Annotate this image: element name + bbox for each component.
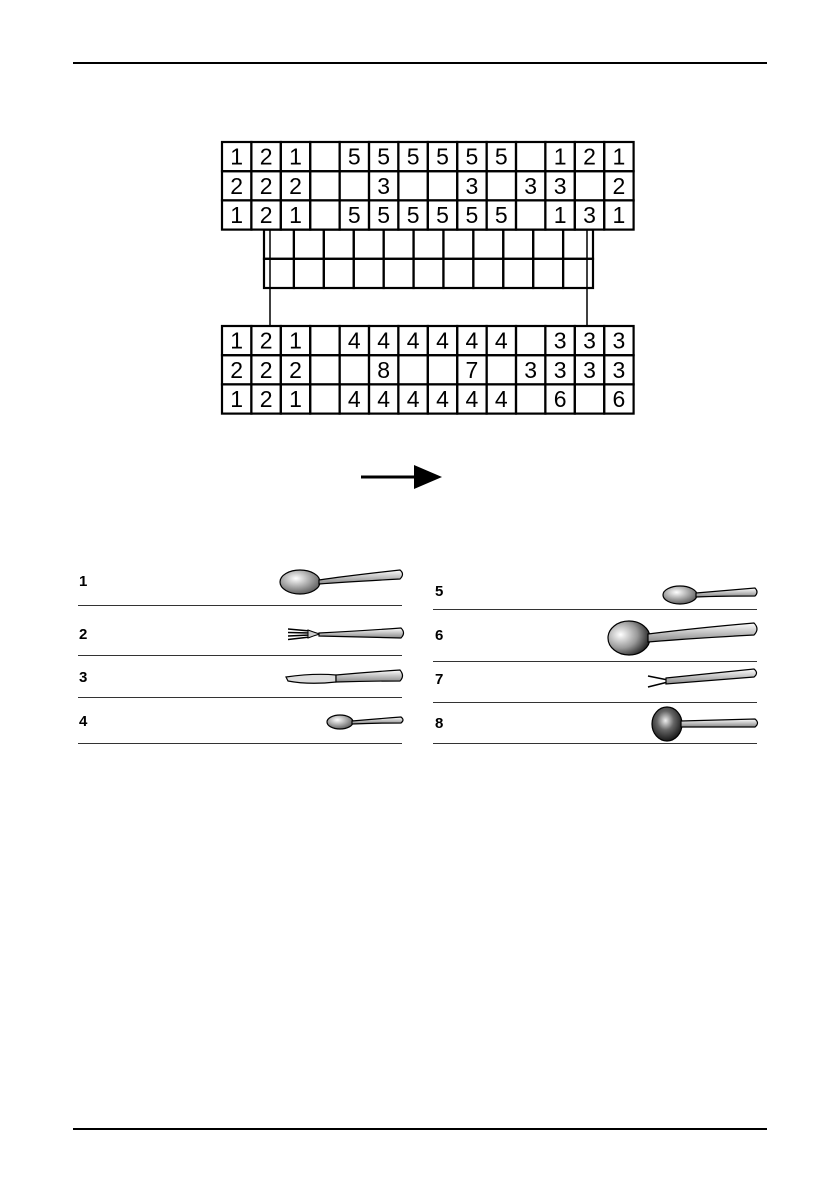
cutlery-position-number: 4 (436, 327, 449, 354)
cutlery-position-number: 1 (612, 143, 626, 170)
cutlery-position-number: 1 (230, 143, 244, 170)
cutlery-position-number: 2 (230, 172, 244, 199)
cutlery-position-number: 2 (259, 143, 273, 170)
grid-cell-empty (354, 230, 384, 259)
legend-number-8: 8 (435, 715, 444, 732)
grid-cell (516, 326, 545, 355)
cutlery-position-number: 5 (377, 143, 391, 170)
ladle-icon (649, 704, 761, 744)
cutlery-position-number: 2 (259, 172, 273, 199)
cutlery-position-number: 3 (612, 327, 626, 354)
legend-divider (78, 605, 402, 606)
cutlery-position-number: 4 (347, 327, 361, 354)
teaspoon-icon (325, 710, 406, 734)
serving-fork-icon (646, 666, 761, 692)
legend-divider (433, 661, 757, 662)
grid-cell (310, 200, 339, 229)
cutlery-position-number: 4 (494, 327, 508, 354)
cutlery-position-number: 4 (406, 386, 420, 412)
cutlery-position-number: 3 (553, 327, 567, 354)
footer-rule (73, 1128, 767, 1130)
grid-cell (310, 171, 339, 200)
dessert-spoon-icon (661, 582, 761, 608)
cutlery-position-number: 6 (612, 386, 626, 412)
cutlery-position-number: 4 (436, 386, 449, 412)
grid-cell (310, 142, 339, 171)
cutlery-position-number: 2 (289, 172, 302, 199)
cutlery-position-number: 1 (230, 386, 244, 412)
grid-cell-empty (563, 259, 593, 288)
cutlery-position-number: 3 (583, 327, 596, 354)
cutlery-position-number: 7 (465, 356, 479, 383)
cutlery-position-number: 5 (436, 202, 449, 228)
grid-cell-empty (384, 230, 414, 259)
grid-cell (310, 384, 339, 413)
legend-number-2: 2 (79, 626, 88, 643)
grid-cell (487, 171, 516, 200)
grid-cell (398, 355, 427, 384)
cutlery-position-number: 3 (612, 356, 626, 383)
basket-grid (222, 142, 634, 414)
cutlery-position-number: 5 (494, 202, 508, 228)
cutlery-position-number: 5 (347, 143, 361, 170)
cutlery-position-number: 5 (377, 202, 391, 228)
legend-number-7: 7 (435, 671, 444, 688)
cutlery-position-number: 5 (406, 143, 420, 170)
grid-cell-empty (414, 230, 444, 259)
cutlery-position-number: 3 (377, 172, 391, 199)
grid-cell-empty (533, 230, 563, 259)
grid-cell-empty (294, 259, 324, 288)
grid-cell (340, 355, 369, 384)
legend-number-3: 3 (79, 669, 88, 686)
grid-cell-empty (264, 230, 294, 259)
cutlery-position-number: 2 (583, 143, 596, 170)
grid-cell-empty (503, 259, 533, 288)
legend-number-6: 6 (435, 627, 444, 644)
grid-cell-empty (264, 259, 294, 288)
cutlery-position-number: 1 (553, 202, 567, 228)
cutlery-position-number: 1 (289, 202, 302, 228)
cutlery-position-number: 1 (230, 202, 244, 228)
grid-cell-empty (414, 259, 444, 288)
cutlery-position-number: 4 (465, 386, 479, 412)
grid-cell-empty (294, 230, 324, 259)
cutlery-position-number: 4 (406, 327, 420, 354)
cutlery-position-number: 5 (406, 202, 420, 228)
cutlery-loading-diagram (0, 0, 839, 520)
grid-cell-empty (324, 259, 354, 288)
cutlery-position-number: 5 (347, 202, 361, 228)
cutlery-position-number: 3 (553, 172, 567, 199)
grid-cell (516, 142, 545, 171)
grid-cell (310, 326, 339, 355)
cutlery-position-number: 1 (289, 143, 302, 170)
grid-cell (487, 355, 516, 384)
grid-cell-empty (533, 259, 563, 288)
legend-divider (433, 609, 757, 610)
cutlery-position-number: 2 (259, 327, 273, 354)
grid-cell (398, 171, 427, 200)
cutlery-position-number: 3 (465, 172, 479, 199)
arrow-right-icon (361, 465, 442, 489)
grid-cell-empty (354, 259, 384, 288)
fork-icon (288, 624, 406, 644)
grid-cell-empty (473, 259, 503, 288)
knife-icon (284, 667, 406, 689)
cutlery-position-number: 4 (377, 386, 391, 412)
legend-number-4: 4 (79, 713, 88, 730)
cutlery-position-number: 5 (436, 143, 449, 170)
legend-divider (78, 655, 402, 656)
cutlery-position-number: 5 (465, 143, 479, 170)
grid-cell-empty (384, 259, 414, 288)
cutlery-position-number: 1 (553, 143, 567, 170)
grid-cell (575, 384, 604, 413)
legend-divider (433, 702, 757, 703)
cutlery-position-number: 5 (465, 202, 479, 228)
cutlery-position-number: 1 (289, 327, 302, 354)
grid-cell-empty (503, 230, 533, 259)
grid-cell-empty (563, 230, 593, 259)
serving-spoon-icon (606, 616, 761, 658)
cutlery-position-number: 4 (347, 386, 361, 412)
cutlery-position-number: 5 (494, 143, 508, 170)
cutlery-position-number: 4 (465, 327, 479, 354)
cutlery-position-number: 8 (377, 356, 391, 383)
legend-number-1: 1 (79, 573, 88, 590)
cutlery-position-number: 1 (230, 327, 244, 354)
cutlery-position-number: 3 (553, 356, 567, 383)
cutlery-position-number: 2 (289, 356, 302, 383)
legend-divider (433, 743, 757, 744)
cutlery-position-number: 3 (524, 356, 538, 383)
cutlery-position-number: 4 (494, 386, 508, 412)
cutlery-position-number: 2 (259, 202, 273, 228)
legend-divider (78, 743, 402, 744)
grid-cell-empty (473, 230, 503, 259)
grid-cell (428, 355, 457, 384)
cutlery-position-number: 3 (583, 202, 596, 228)
grid-cell (310, 355, 339, 384)
cutlery-position-number: 1 (289, 386, 302, 412)
cutlery-position-number: 3 (583, 356, 596, 383)
grid-cell (516, 384, 545, 413)
cutlery-position-number: 3 (524, 172, 538, 199)
grid-cell (516, 200, 545, 229)
legend-divider (78, 697, 402, 698)
cutlery-position-number: 2 (230, 356, 244, 383)
grid-cell (340, 171, 369, 200)
cutlery-position-number: 2 (612, 172, 626, 199)
cutlery-position-number: 2 (259, 356, 273, 383)
legend-number-5: 5 (435, 583, 444, 600)
cutlery-position-number: 2 (259, 386, 273, 412)
grid-cell-empty (324, 230, 354, 259)
grid-cell (428, 171, 457, 200)
cutlery-position-number: 6 (553, 386, 567, 412)
grid-cell (575, 171, 604, 200)
tablespoon-icon (276, 562, 406, 600)
grid-cell-empty (443, 230, 473, 259)
cutlery-position-number: 4 (377, 327, 391, 354)
grid-cell-empty (443, 259, 473, 288)
cutlery-position-number: 1 (612, 202, 626, 228)
